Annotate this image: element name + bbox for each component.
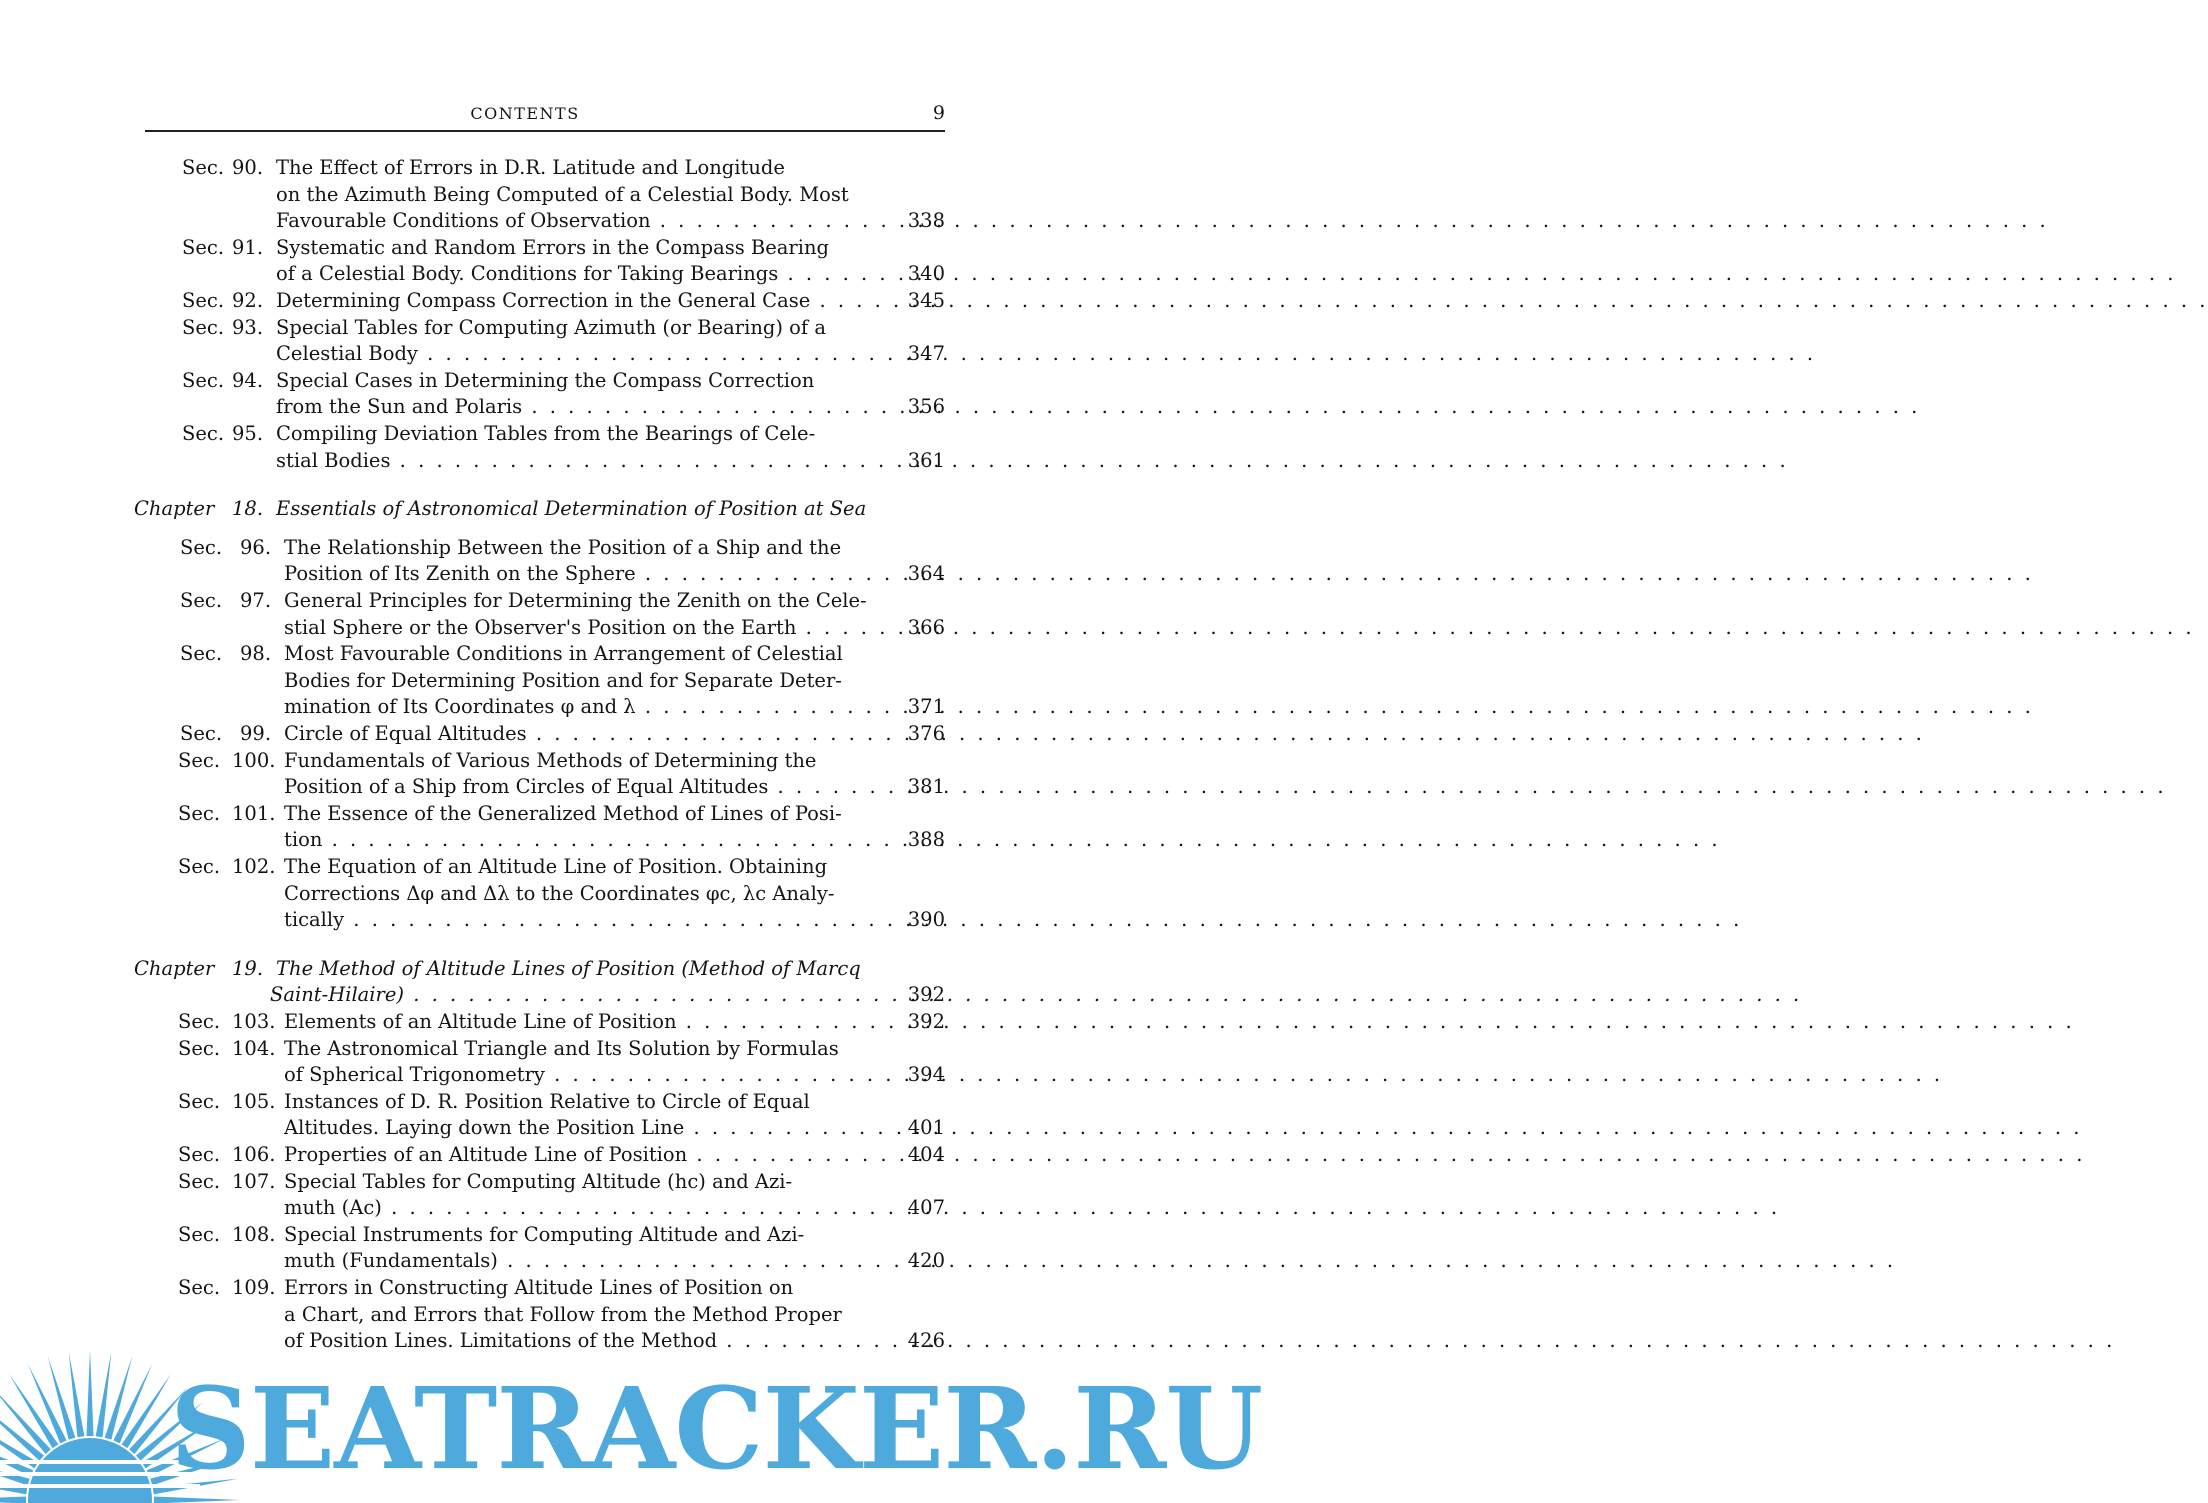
section-line (0, 774, 1080, 800)
section-line (0, 721, 1080, 747)
entry-title-text: The Essence of the Generalized Method of Lines of Posi- (284, 801, 842, 825)
section-label: Sec. (180, 535, 223, 559)
entry-page-number: 345 (907, 289, 945, 312)
section-label: Sec. (182, 289, 225, 312)
section-line (0, 421, 1080, 447)
section-line (0, 315, 1080, 341)
entry-title-text: Instances of D. R. Position Relative to Circle of Equal (284, 1089, 810, 1113)
chapter-number: 19. (232, 956, 264, 980)
entry-title-text: a Chart, and Errors that Follow from the Method Proper (284, 1302, 842, 1326)
entry-title-text: Systematic and Random Errors in the Compass Bearing (276, 235, 829, 259)
entry-title-text: on the Azimuth Being Computed of a Celestial Body. Most (276, 182, 849, 206)
section-label: Sec. (180, 722, 223, 745)
section-number: 100. (232, 748, 276, 772)
entry-title-text: tion . . . (284, 827, 876, 853)
section-label: Sec. (178, 1010, 221, 1033)
entry-title-text: Most Favourable Conditions in Arrangement of Celestial (284, 642, 843, 666)
section-label: Sec. (178, 1276, 221, 1299)
entry-title-text: Errors in Constructing Altitude Lines of Position on (284, 1276, 794, 1299)
section-line (0, 694, 1080, 720)
entry-page-number: 364 (907, 562, 945, 586)
entry-title-text: muth (Ac) . . . (284, 1195, 876, 1221)
entry-title-text: muth (Fundamentals) . . . (284, 1248, 876, 1274)
section-label: Sec. (182, 235, 225, 259)
section-line (0, 1195, 1080, 1221)
section-label: Sec. (178, 1089, 221, 1113)
entry-title-text: of a Celestial Body. Conditions for Taking Bearings . . . (276, 261, 876, 287)
chapter-number: 18. (232, 497, 264, 521)
section-line (0, 615, 1080, 641)
section-label: Sec. (182, 156, 225, 179)
section-line (0, 641, 1080, 667)
entry-page-number: 407 (907, 1196, 945, 1220)
section-number: 97. (240, 589, 272, 612)
entry-title-text: The Astronomical Triangle and Its Solution by Formulas (284, 1036, 839, 1060)
section-line (0, 801, 1080, 827)
entry-title-text: Circle of Equal Altitudes . . . (284, 721, 876, 747)
section-number: 94. (232, 368, 264, 392)
section-label: Sec. (180, 642, 223, 666)
section-number: 98. (240, 642, 272, 666)
section-number: 92. (232, 289, 264, 312)
section-line (0, 288, 1080, 314)
entry-page-number: 347 (907, 342, 945, 366)
section-number: 96. (240, 535, 272, 559)
section-label: Sec. (178, 1036, 221, 1060)
entry-title-text: Essentials of Astronomical Determination of Position at Sea (276, 497, 867, 521)
entry-title-text: Altitudes. Laying down the Position Line . . . (284, 1115, 876, 1141)
section-line (0, 1142, 1080, 1168)
section-line (0, 561, 1080, 587)
section-line (0, 368, 1080, 394)
entry-page-number: 388 (907, 828, 945, 852)
chapter-label: Chapter (134, 956, 215, 980)
watermark-text: SEATRACKER.RU (170, 1364, 1263, 1495)
section-number: 91. (232, 235, 264, 259)
entry-title-text: of Position Lines. Limitations of the Method . . . (284, 1328, 876, 1354)
section-number: 102. (232, 855, 276, 878)
section-number: 104. (232, 1036, 276, 1060)
entry-title-text: Special Cases in Determining the Compass Correction (276, 368, 815, 392)
section-line (0, 394, 1080, 420)
entry-title-text: Corrections Δφ and Δλ to the Coordinates φc, λc Analy- (284, 881, 835, 905)
section-line (0, 1036, 1080, 1062)
entry-title-text: Bodies for Determining Position and for Separate Deter- (284, 668, 842, 692)
section-number: 90. (232, 156, 264, 179)
entry-title-text: Special Instruments for Computing Altitude and Azi- (284, 1222, 805, 1246)
entry-page-number: 426 (907, 1329, 945, 1353)
chapter-line (0, 496, 1080, 522)
section-line (0, 907, 1080, 933)
chapter-line (0, 982, 1080, 1008)
entry-page-number: 390 (907, 908, 945, 932)
section-number: 105. (232, 1089, 276, 1113)
entry-page-number: 394 (907, 1063, 945, 1087)
entry-title-text: The Relationship Between the Position of a Ship and the (284, 535, 842, 559)
entry-title-text: Properties of an Altitude Line of Position . . . (284, 1142, 876, 1168)
section-label: Sec. (178, 1169, 221, 1193)
section-number: 106. (232, 1143, 276, 1166)
section-line (0, 1115, 1080, 1141)
section-line (0, 1275, 1080, 1301)
section-line (0, 1089, 1080, 1115)
section-line (0, 235, 1080, 261)
entry-title-text: mination of Its Coordinates φ and λ . . . (284, 694, 876, 720)
entry-page-number: 340 (907, 262, 945, 286)
section-line (0, 1302, 1080, 1328)
section-line (0, 208, 1080, 234)
entry-title-text: General Principles for Determining the Zenith on the Cele- (284, 589, 867, 612)
entry-title-text: Special Tables for Computing Altitude (hc) and Azi- (284, 1169, 793, 1193)
section-line (0, 1009, 1080, 1035)
entry-title-text: Position of Its Zenith on the Sphere . . . (284, 561, 876, 587)
entry-page-number: 381 (907, 775, 945, 799)
section-line (0, 1248, 1080, 1274)
section-number: 93. (232, 315, 264, 339)
entry-title-text: Celestial Body . . . (276, 341, 876, 367)
entry-page-number: 404 (907, 1143, 945, 1166)
entry-title-text: The Method of Altitude Lines of Position (Method of Marcq (276, 956, 861, 980)
section-line (0, 748, 1080, 774)
section-label: Sec. (178, 1143, 221, 1166)
section-number: 101. (232, 801, 276, 825)
section-number: 99. (240, 722, 272, 745)
entry-page-number: 338 (907, 209, 945, 233)
entry-title-text: stial Sphere or the Observer's Position on the Earth . . . (284, 615, 876, 641)
section-label: Sec. (178, 855, 221, 878)
section-number: 109. (232, 1276, 276, 1299)
section-label: Sec. (178, 1222, 221, 1246)
section-line (0, 1062, 1080, 1088)
entry-title-text: Special Tables for Computing Azimuth (or Bearing) of a (276, 315, 826, 339)
section-line (0, 668, 1080, 694)
entry-page-number: 356 (907, 395, 945, 419)
section-number: 95. (232, 422, 264, 445)
section-line (0, 881, 1080, 907)
entry-title-text: stial Bodies . . . (276, 448, 876, 474)
entry-title-text: The Effect of Errors in D.R. Latitude and Longitude (276, 156, 785, 179)
chapter-label: Chapter (134, 497, 215, 521)
section-label: Sec. (178, 748, 221, 772)
section-line (0, 1169, 1080, 1195)
chapter-line (0, 956, 1080, 982)
entry-title-text: Elements of an Altitude Line of Position . . . (284, 1009, 876, 1035)
section-label: Sec. (178, 801, 221, 825)
page-header (145, 100, 945, 130)
section-line (0, 182, 1080, 208)
entry-page-number: 392 (907, 1010, 945, 1033)
section-number: 107. (232, 1169, 276, 1193)
section-line (0, 588, 1080, 614)
entry-title-text: Compiling Deviation Tables from the Bearings of Cele- (276, 422, 816, 445)
entry-title-text: Saint-Hilaire) . . . (270, 982, 876, 1008)
section-number: 108. (232, 1222, 276, 1246)
section-line (0, 827, 1080, 853)
section-line (0, 448, 1080, 474)
section-number: 103. (232, 1010, 276, 1033)
header-rule (145, 130, 945, 132)
entry-title-text: The Equation of an Altitude Line of Position. Obtaining (284, 855, 828, 878)
entry-title-text: Fundamentals of Various Methods of Determining the (284, 748, 817, 772)
entry-title-text: tically . . . (284, 907, 876, 933)
header-title: CONTENTS (470, 104, 580, 123)
section-label: Sec. (182, 422, 225, 445)
entry-page-number: 371 (907, 695, 945, 719)
section-label: Sec. (182, 368, 225, 392)
section-line (0, 854, 1080, 880)
entry-page-number: 361 (907, 448, 945, 472)
page-number: 9 (932, 102, 945, 124)
section-label: Sec. (180, 589, 223, 612)
section-line (0, 535, 1080, 561)
section-line (0, 341, 1080, 367)
entry-page-number: 392 (907, 983, 945, 1007)
entry-title-text: of Spherical Trigonometry . . . (284, 1062, 876, 1088)
entry-title-text: Position of a Ship from Circles of Equal Altitudes . . . (284, 774, 876, 800)
entry-title-text: from the Sun and Polaris . . . (276, 394, 876, 420)
section-line (0, 1222, 1080, 1248)
section-label: Sec. (182, 315, 225, 339)
entry-title-text: Determining Compass Correction in the General Case . . . (276, 288, 876, 314)
section-line (0, 261, 1080, 287)
entry-page-number: 401 (907, 1116, 945, 1140)
entry-page-number: 366 (907, 615, 945, 639)
entry-page-number: 376 (907, 722, 945, 745)
section-line (0, 155, 1080, 181)
entry-title-text: Favourable Conditions of Observation . . . (276, 208, 876, 234)
entry-page-number: 420 (907, 1249, 945, 1273)
